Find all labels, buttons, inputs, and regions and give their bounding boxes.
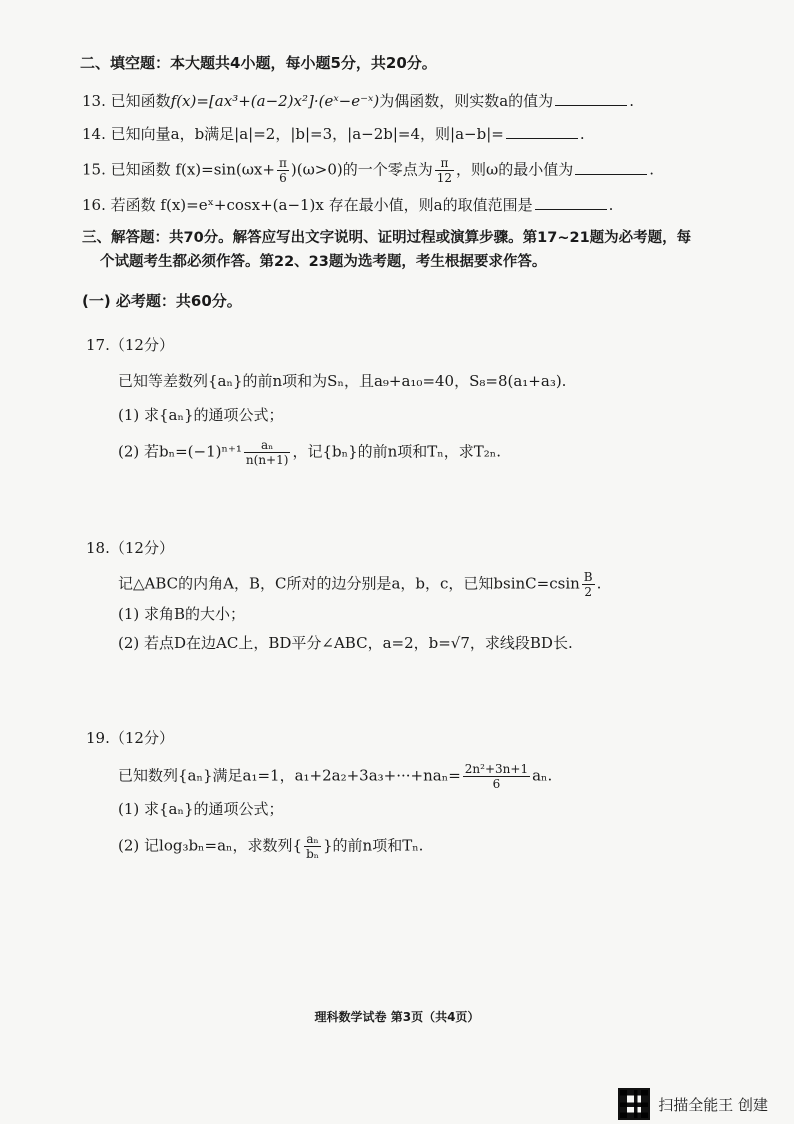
answer-blank [575,160,647,175]
question-19-stem: 已知数列{aₙ}满足a₁=1，a₁+2a₂+3a₃+···+naₙ= $\frac{\text{2n²+3n+1}}{6}$ aₙ. [118,762,553,791]
answer-blank [506,124,578,139]
answer-blank [535,195,607,210]
question-15: 15. 已知函数 f(x)=sin(ωx+ $\frac{\pi}{6}$ )(ω>0)的一个零点为 $\frac{\pi}{12}$ ，则ω的最小值为 . [82,156,655,185]
question-18-part1: (1) 求角B的大小； [118,605,246,623]
question-18-part2: (2) 若点D在边AC上，BD平分∠ABC，a=2，b=√7，求线段BD长. [118,634,573,652]
question-17-part2: (2) 若bₙ=(−1)ⁿ⁺¹ $\frac{\text{aₙ}}{n(n+1)}$ ，记{bₙ}的前n项和Tₙ，求T₂ₙ. [118,438,502,467]
question-19-header: 19.（12分） [86,729,174,747]
answer-blank [555,91,627,106]
fraction: $\frac{\text{aₙ}}{n(n+1)}$ [245,438,289,467]
page-footer: 理科数学试卷 第3页（共4页） [314,1010,480,1024]
question-19-part2: (2) 记log₃bₙ=aₙ，求数列{ $\frac{\text{aₙ}}{\text{bₙ}}$ }的前n项和Tₙ. [118,832,424,861]
scanner-label: 扫描全能王 创建 [658,1095,768,1114]
question-18-header: 18.（12分） [86,539,174,557]
question-17-header: 17.（12分） [86,336,174,354]
fraction: $\frac{B}{2}$ [583,570,593,599]
fraction: $\frac{\text{aₙ}}{\text{bₙ}}$ [306,832,319,861]
question-18-stem: 记△ABC的内角A，B，C所对的边分别是a，b，c，已知bsinC=csin $\frac{B}{2}$ . [118,570,602,599]
qr-code-icon [618,1088,650,1120]
question-17-stem: 已知等差数列{aₙ}的前n项和为Sₙ，且a₉+a₁₀=40，S₈=8(a₁+a₃). [118,372,567,390]
fraction: $\frac{\pi}{12}$ [436,156,453,185]
question-19-part1: (1) 求{aₙ}的通项公式； [118,800,284,818]
fraction: $\frac{\pi}{6}$ [278,156,287,185]
question-13: 13. 已知函数f(x)=[ax³+(a−2)x²]·(eˣ−e⁻ˣ)为偶函数，则实数a的值为 . [82,92,634,110]
scanner-watermark [618,1088,768,1120]
section-answer-instructions: 三、解答题：共70分。解答应写出文字说明、证明过程或演算步骤。第17~21题为必考题，每 个试题考生都必须作答。第22、23题为选考题，考生根据要求作答。 [82,230,692,270]
section-fill-blank-title: 二、填空题：本大题共4小题，每小题5分，共20分。 [80,54,437,72]
question-16: 16. 若函数 f(x)=eˣ+cosx+(a−1)x 存在最小值，则a的取值范围是 . [82,196,614,214]
question-17-part1: (1) 求{aₙ}的通项公式； [118,406,284,424]
question-14: 14. 已知向量a，b满足|a|=2，|b|=3，|a−2b|=4，则|a−b|= . [82,125,585,143]
part-required-title: (一) 必考题：共60分。 [82,292,242,310]
fraction: $\frac{\text{2n²+3n+1}}{6}$ [464,762,529,791]
